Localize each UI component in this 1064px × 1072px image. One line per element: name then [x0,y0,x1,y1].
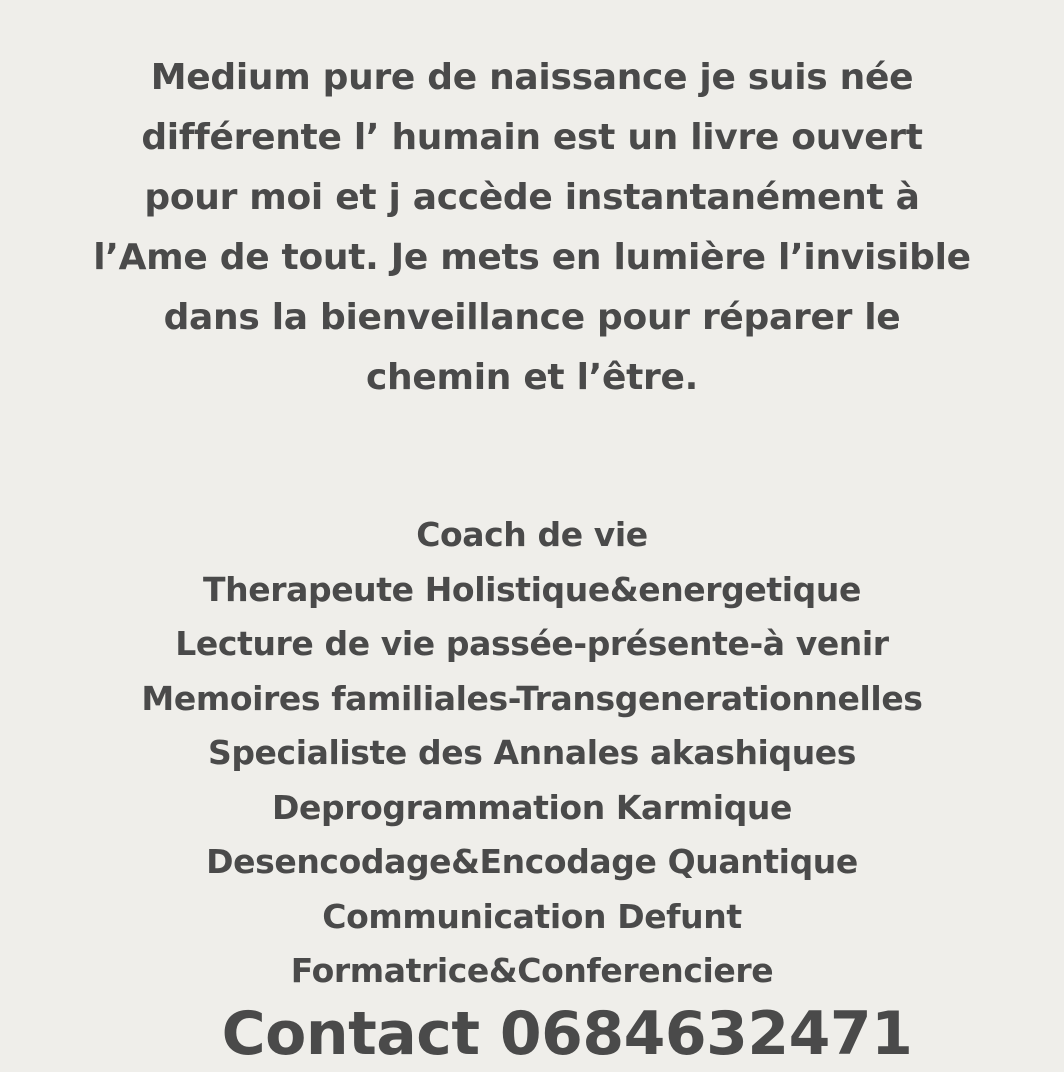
service-item: Communication Defunt [322,896,742,936]
intro-line: différente l’ humain est un livre ouvert [141,117,923,158]
intro-line: pour moi et j accède instantanément à [144,177,920,218]
service-item: Therapeute Holistique&energetique [203,569,861,609]
intro-line: dans la bienveillance pour réparer le [163,297,901,338]
service-item: Deprogrammation Karmique [272,787,792,827]
service-item: Specialiste des Annales akashiques [207,733,857,772]
service-item: Memoires familiales-Transgenerationnelles [141,678,923,718]
intro-line: l’Ame de tout. Je mets en lumière l’invisible [93,237,971,278]
contact-phone: Contact 0684632471 [221,999,913,1069]
service-item: Coach de vie [416,515,648,554]
intro-line: chemin et l’être. [366,357,698,398]
service-item: Formatrice&Conferenciere [290,951,774,990]
service-item: Lecture de vie passée-présente-à venir [175,624,889,663]
services-list [0,508,1064,999]
intro-paragraph [0,48,1064,408]
intro-line: Medium pure de naissance je suis née [150,57,914,98]
service-item: Desencodage&Encodage Quantique [206,842,858,881]
